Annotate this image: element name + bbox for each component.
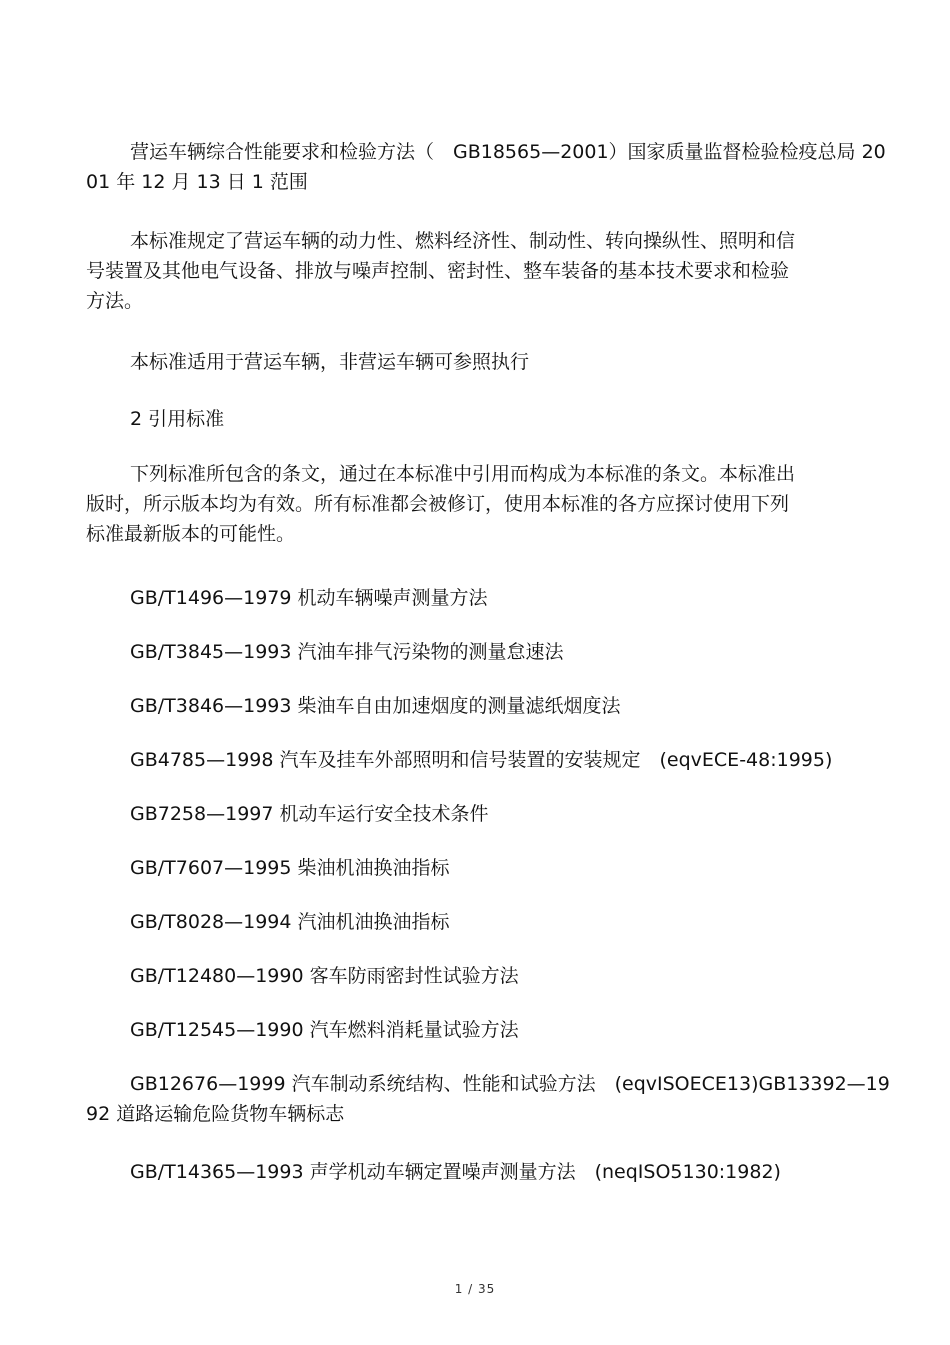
- title-paragraph: 营运车辆综合性能要求和检验方法（ GB18565—2001）国家质量监督检验检疫总局 2001 年 12 月 13 日 1 范围: [86, 141, 886, 193]
- references-intro-paragraph: 下列标准所包含的条文，通过在本标准中引用而构成为本标准的条文。本标准出版时，所示版本均为有效。所有标准都会被修订，使用本标准的各方应探讨使用下列标准最新版本的可能性。: [86, 463, 796, 545]
- page-number: 1 / 35: [454, 1282, 496, 1296]
- reference-item: GB/T3845—1993 汽油车排气污染物的测量怠速法: [130, 641, 564, 663]
- scope-paragraph: 本标准规定了营运车辆的动力性、燃料经济性、制动性、转向操纵性、照明和信号装置及其他电气设备、排放与噪声控制、密封性、整车装备的基本技术要求和检验方法。: [86, 230, 796, 312]
- reference-item: GB/T12545—1990 汽车燃料消耗量试验方法: [130, 1019, 519, 1041]
- reference-item: GB/T7607—1995 柴油机油换油指标: [130, 857, 450, 879]
- reference-item: GB/T14365—1993 声学机动车辆定置噪声测量方法 (neqISO5130:1982): [130, 1161, 781, 1183]
- reference-item: GB/T3846—1993 柴油车自由加速烟度的测量滤纸烟度法: [130, 695, 621, 717]
- reference-item: GB7258—1997 机动车运行安全技术条件: [130, 803, 489, 825]
- reference-item: GB/T12480—1990 客车防雨密封性试验方法: [130, 965, 519, 987]
- reference-item: GB4785—1998 汽车及挂车外部照明和信号装置的安装规定 (eqvECE-48:1995): [130, 749, 833, 771]
- applicability-paragraph: 本标准适用于营运车辆，非营运车辆可参照执行: [130, 351, 530, 373]
- section-heading-references: 2 引用标准: [130, 408, 225, 430]
- reference-item: GB/T8028—1994 汽油机油换油指标: [130, 911, 450, 933]
- reference-item: GB/T1496—1979 机动车辆噪声测量方法: [130, 587, 488, 609]
- reference-item-wrapped: GB12676—1999 汽车制动系统结构、性能和试验方法 (eqvISOECE13)GB13392—1992 道路运输危险货物车辆标志: [86, 1073, 890, 1125]
